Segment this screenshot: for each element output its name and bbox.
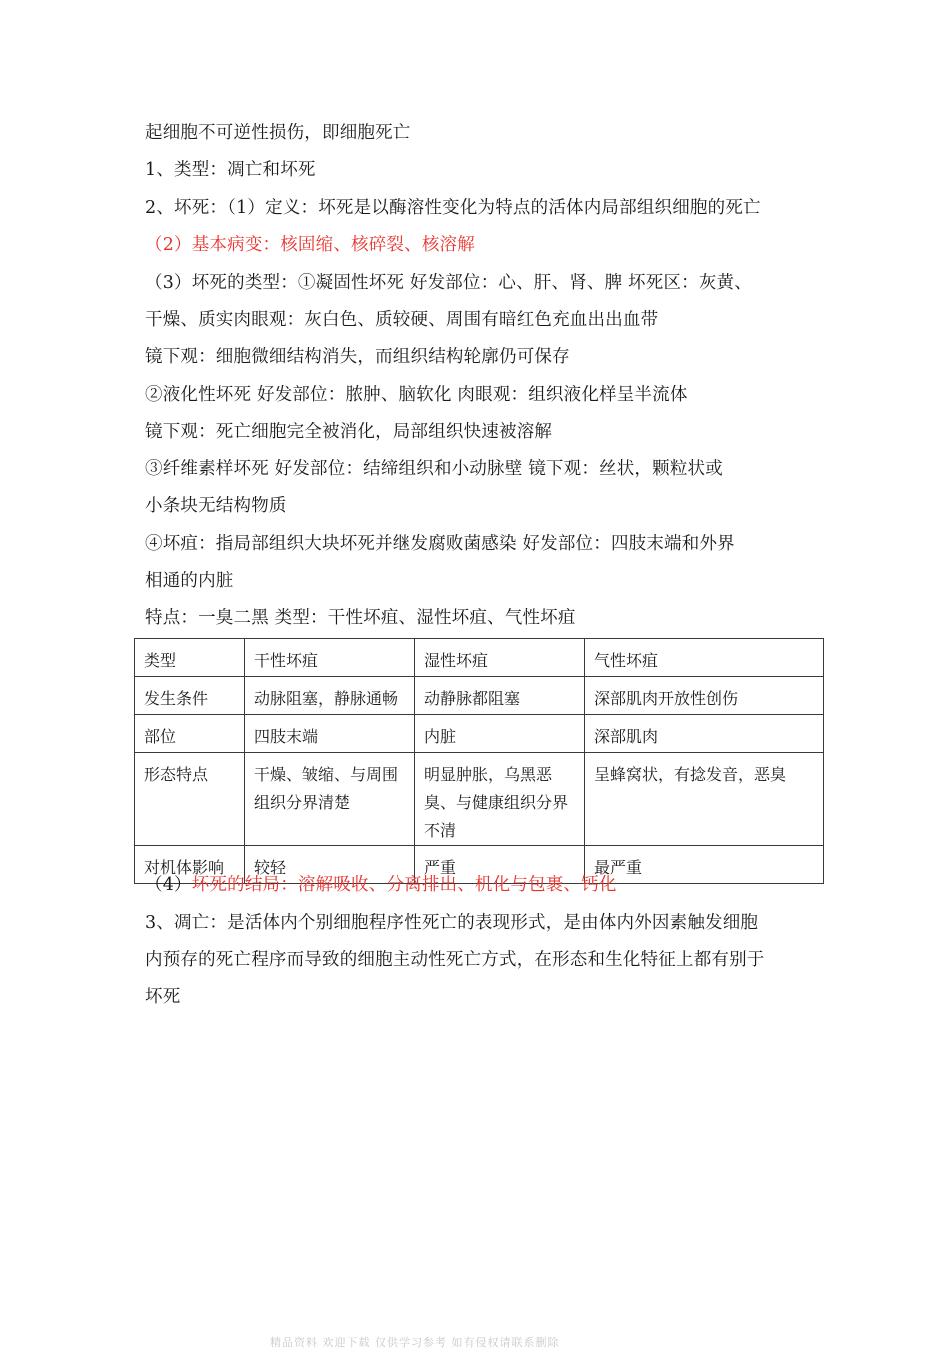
text-line: 坏死 <box>145 987 181 1007</box>
footer-text: 精品资料 欢迎下载 仅供学习参考 如有侵权请联系删除 <box>270 1336 560 1349</box>
table-cell: 湿性坏疽 <box>415 639 585 677</box>
text-line-red: （2）基本病变：核固缩、核碎裂、核溶解 <box>145 235 475 255</box>
table-cell: 干性坏疽 <box>245 639 415 677</box>
table-cell: 发生条件 <box>135 677 245 715</box>
text-line: 镜下观：细胞微细结构消失，而组织结构轮廓仍可保存 <box>145 347 570 367</box>
text-line: 干燥、质实肉眼观：灰白色、质较硬、周围有暗红色充血出出血带 <box>145 310 659 330</box>
table-cell: 内脏 <box>415 715 585 753</box>
table-cell: 较轻 <box>245 846 415 884</box>
outcome-line <box>145 873 617 897</box>
table-cell: 对机体影响 <box>135 846 245 884</box>
text-line: 内预存的死亡程序而导致的细胞主动性死亡方式，在形态和生化特征上都有别于 <box>145 950 765 970</box>
table-cell: 最严重 <box>585 846 824 884</box>
table-row <box>135 677 824 715</box>
text-line: 2、坏死：（1）定义：坏死是以酶溶性变化为特点的活体内局部组织细胞的死亡 <box>145 198 761 218</box>
table-cell: 干燥、皱缩、与周围组织分界清楚 <box>245 753 415 846</box>
text-line: ②液化性坏死 好发部位：脓肿、脑软化 肉眼观：组织液化样呈半流体 <box>145 385 688 405</box>
table-cell: 呈蜂窝状，有捻发音，恶臭 <box>585 753 824 846</box>
text-line: ③纤维素样坏死 好发部位：结缔组织和小动脉壁 镜下观：丝状，颗粒状或 <box>145 459 723 479</box>
table-cell: 动脉阻塞，静脉通畅 <box>245 677 415 715</box>
text-line: 起细胞不可逆性损伤，即细胞死亡 <box>145 123 411 143</box>
text-line: 小条块无结构物质 <box>145 496 287 516</box>
page-footer <box>270 1330 690 1349</box>
table-cell: 类型 <box>135 639 245 677</box>
table-cell: 动静脉都阻塞 <box>415 677 585 715</box>
gangrene-table <box>134 638 824 884</box>
table-cell: 深部肌肉开放性创伤 <box>585 677 824 715</box>
text-line: 特点：一臭二黑 类型：干性坏疽、湿性坏疽、气性坏疽 <box>145 608 576 628</box>
table-row <box>135 715 824 753</box>
table-cell: 深部肌肉 <box>585 715 824 753</box>
table-cell: 气性坏疽 <box>585 639 824 677</box>
table-cell: 四肢末端 <box>245 715 415 753</box>
text-line: 镜下观：死亡细胞完全被消化，局部组织快速被溶解 <box>145 422 553 442</box>
table-row <box>135 753 824 846</box>
text-line: 1、类型：凋亡和坏死 <box>145 160 316 180</box>
text-line: 3、凋亡：是活体内个别细胞程序性死亡的表现形式，是由体内外因素触发细胞 <box>145 913 759 933</box>
table-header-row <box>135 639 824 677</box>
table-cell: 部位 <box>135 715 245 753</box>
text-line: 相通的内脏 <box>145 571 234 591</box>
table-cell: 形态特点 <box>135 753 245 846</box>
text-line: ④坏疽：指局部组织大块坏死并继发腐败菌感染 好发部位：四肢末端和外界 <box>145 534 735 554</box>
text-line: （3）坏死的类型：①凝固性坏死 好发部位：心、肝、肾、脾 坏死区：灰黄、 <box>145 273 752 293</box>
table-cell: 严重 <box>415 846 585 884</box>
outcome-text: 坏死的结局：溶解吸收、分离排出、机化与包裹、钙化 <box>191 875 617 895</box>
table-cell: 明显肿胀，乌黑恶臭、与健康组织分界不清 <box>415 753 585 846</box>
outcome-prefix: （4） <box>145 875 192 895</box>
